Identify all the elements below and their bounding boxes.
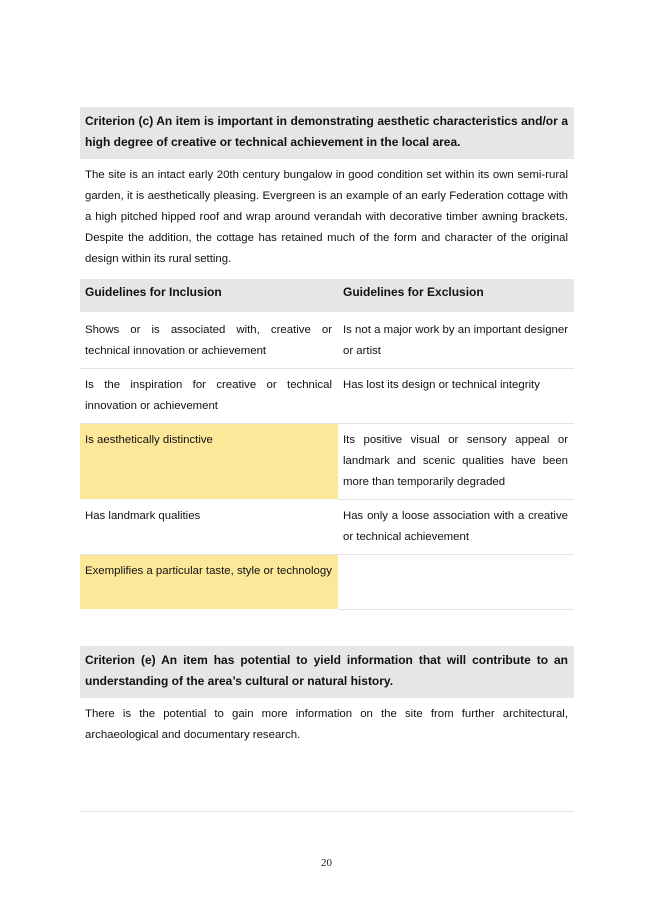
table-row	[80, 500, 574, 555]
criterion-c-heading: Criterion (c) An item is important in demonstrating aesthetic characteristics and/or a high degree of creative or technical achievement in the local area.	[80, 107, 574, 159]
table-row	[80, 369, 574, 424]
exclusion-header: Guidelines for Exclusion	[338, 279, 574, 313]
exclusion-cell	[338, 555, 574, 610]
table-row	[80, 424, 574, 500]
criterion-e-heading: Criterion (e) An item has potential to yield information that will contribute to an understanding of the area’s cultural or natural history.	[80, 646, 574, 698]
criterion-c-section	[80, 107, 574, 275]
criterion-e-section	[80, 646, 574, 751]
inclusion-cell: Has landmark qualities	[80, 500, 338, 555]
exclusion-cell: Has lost its design or technical integrity	[338, 369, 574, 424]
table-row	[80, 555, 574, 610]
inclusion-cell: Is the inspiration for creative or technical innovation or achievement	[80, 369, 338, 424]
inclusion-cell-highlighted: Exemplifies a particular taste, style or technology	[80, 555, 338, 610]
exclusion-cell: Has only a loose association with a creative or technical achievement	[338, 500, 574, 555]
table-row	[80, 313, 574, 369]
guidelines-table	[80, 279, 574, 610]
criterion-c-body: The site is an intact early 20th century bungalow in good condition set within its own semi-rural garden, it is aesthetically pleasing. Evergreen is an example of an early Federation cottage with a high pitched hipped roof and wrap around verandah with decorative timber awning brackets. Despite the addition, the cottage has retained much of the form and character of the original design within its rural setting.	[85, 169, 568, 265]
page-number: 20	[321, 857, 332, 869]
section-divider	[80, 811, 574, 812]
inclusion-header: Guidelines for Inclusion	[80, 279, 338, 313]
inclusion-cell-highlighted: Is aesthetically distinctive	[80, 424, 338, 500]
guidelines-header-row	[80, 279, 574, 313]
exclusion-cell: Is not a major work by an important designer or artist	[338, 313, 574, 369]
inclusion-cell: Shows or is associated with, creative or technical innovation or achievement	[80, 313, 338, 369]
exclusion-cell: Its positive visual or sensory appeal or landmark and scenic qualities have been more than temporarily degraded	[338, 424, 574, 500]
guidelines-table-wrapper	[80, 279, 574, 610]
criterion-e-body: There is the potential to gain more information on the site from further architectural, archaeological and documentary research.	[85, 708, 568, 741]
